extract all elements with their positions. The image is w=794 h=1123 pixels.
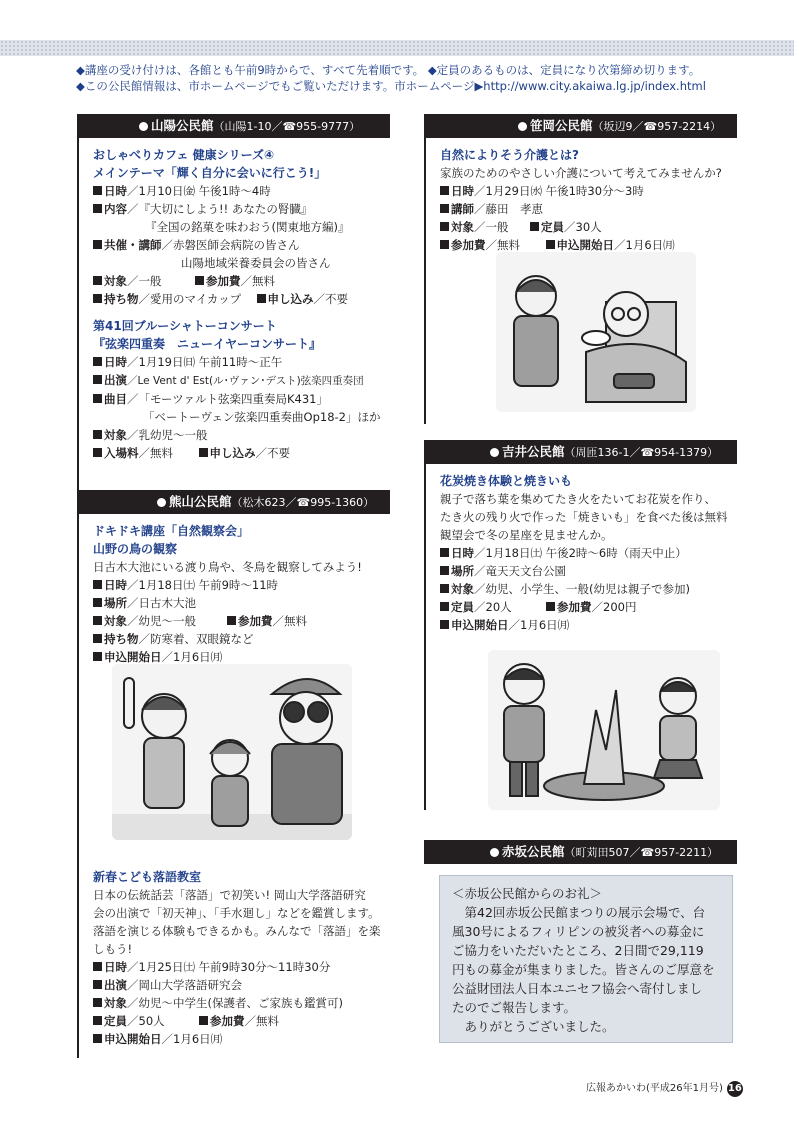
place-row — [93, 594, 393, 612]
hall-name: 吉井公民館 — [502, 444, 565, 459]
fee-label: 参加費 — [210, 1014, 245, 1028]
square-bullet — [546, 602, 555, 611]
target-label: 対象 — [451, 220, 474, 234]
cap-fee-row — [93, 1012, 393, 1030]
date-value: ／1月18日㈯ 午前9時～11時 — [127, 578, 279, 592]
target-value: ／幼児、小学生、一般(幼児は親子で参加) — [474, 582, 690, 596]
hall-name: 山陽公民館 — [151, 118, 214, 133]
place-value: ／竜天天文台公園 — [474, 564, 566, 578]
event-title: 自然によりそう介護とは? — [440, 148, 579, 162]
start-value: ／1月6日㈪ — [614, 238, 675, 252]
cast-value: ／岡山大学落語研究会 — [127, 978, 242, 992]
note-line-6: たのでご報告します。 — [452, 1000, 577, 1015]
start-row — [440, 616, 740, 634]
event-description: 家族のためのやさしい介護について考えてみませんか? — [440, 166, 722, 180]
header-bullet — [139, 122, 148, 131]
fee-value: ／無料 — [485, 238, 520, 252]
note-line-1: 第42回赤坂公民館まつりの展示会場で、台 — [452, 905, 706, 920]
top-dotted-band — [0, 40, 794, 56]
date-label: 日時 — [104, 578, 127, 592]
square-bullet — [93, 394, 102, 403]
start-label: 申込開始日 — [104, 650, 162, 664]
cast-row — [93, 976, 393, 994]
yoshii-header — [424, 440, 737, 464]
hall-info: （周匝136-1／☎954-1379） — [564, 446, 719, 459]
start-value: ／1月6日㈪ — [161, 1032, 223, 1046]
cap-value: ／30人 — [564, 220, 602, 234]
place-row — [440, 562, 740, 580]
sasaoka-header — [424, 114, 737, 138]
hall-info: （松木623／☎995-1360） — [231, 496, 375, 509]
caregiving-illustration — [496, 252, 696, 412]
target-label: 対象 — [104, 428, 127, 442]
host-value: ／赤磐医師会病院の皆さん — [161, 238, 300, 252]
target-value: ／幼児～一般 — [127, 614, 196, 628]
birdwatching-children-illustration — [112, 664, 352, 840]
notice-line-1: ◆講座の受け付けは、各館とも午前9時からで、すべて先着順です。 ◆定員のあるものは、定員になり次第締め切ります。 — [76, 63, 701, 77]
date-row — [440, 544, 740, 562]
sanyo-header — [77, 114, 390, 138]
right-column-rule-1 — [424, 114, 426, 424]
target-label: 対象 — [104, 996, 127, 1010]
place-label: 場所 — [451, 564, 474, 578]
cap-label: 定員 — [541, 220, 564, 234]
square-bullet — [93, 204, 102, 213]
bring-value: ／防寒着、双眼鏡など — [138, 632, 254, 646]
event-description-3: 落語を演じる体験もできるかも。みんなで「落語」を楽 — [93, 924, 381, 938]
square-bullet — [93, 375, 102, 384]
cast-label: 出演 — [104, 373, 127, 387]
date-row — [93, 182, 393, 200]
yoshii-event-1 — [440, 472, 740, 634]
event-description-3: 観望会で冬の星座を見ませんか。 — [440, 528, 613, 542]
content-value: ／『大切にしよう!! あなたの腎臓』 — [127, 202, 313, 216]
event-description-4: しもう! — [93, 942, 133, 956]
fee-label: 参加費 — [238, 614, 273, 628]
host-value-2: 山陽地域栄養委員会の皆さん — [181, 256, 331, 270]
apply-value: ／不要 — [313, 292, 348, 306]
note-line-5: 公益財団法人日本ユニセフ協会へ寄付しまし — [452, 981, 703, 996]
hall-name: 赤坂公民館 — [502, 844, 565, 859]
date-row — [93, 576, 393, 594]
page-number: 16 — [727, 1081, 743, 1097]
event-title: 新春こども落語教室 — [93, 870, 202, 884]
square-bullet — [93, 430, 102, 439]
event-title: おしゃべりカフェ 健康シリーズ④ — [93, 148, 275, 162]
cap-label: 定員 — [104, 1014, 127, 1028]
square-bullet — [195, 276, 204, 285]
sanyo-event-1 — [93, 146, 393, 308]
cast-label: 出演 — [104, 978, 127, 992]
fee-value: ／200円 — [591, 600, 637, 614]
fee-value: ／無料 — [240, 274, 275, 288]
apply-label: 申し込み — [209, 446, 256, 460]
start-value: ／1月6日㈪ — [508, 618, 570, 632]
event-subtitle: 山野の鳥の観察 — [93, 542, 178, 556]
target-row — [440, 580, 740, 598]
square-bullet — [546, 240, 555, 249]
lecturer-value: ／藤田 孝恵 — [474, 202, 543, 216]
date-row — [440, 182, 740, 200]
songs-label: 曲目 — [104, 392, 127, 406]
square-bullet — [93, 634, 102, 643]
bring-label: 持ち物 — [104, 632, 139, 646]
date-value: ／1月10日㈮ 午後1時～4時 — [127, 184, 271, 198]
date-row — [93, 958, 393, 976]
place-label: 場所 — [104, 596, 127, 610]
target-cap-row — [440, 218, 740, 236]
hall-name: 熊山公民館 — [169, 494, 232, 509]
event-description-2: 会の出演で「初天神」、「手水廻し」などを鑑賞します。 — [93, 906, 380, 920]
note-heading: ＜赤坂公民館からのお礼＞ — [452, 886, 603, 901]
place-value: ／日古木大池 — [127, 596, 196, 610]
square-bullet — [93, 652, 102, 661]
target-row — [93, 994, 393, 1012]
fee-label: 参加費 — [451, 238, 486, 252]
square-bullet — [93, 186, 102, 195]
event-description-1: 親子で落ち葉を集めてたき火をたいてお花炭を作り、 — [440, 492, 716, 506]
event-description: 日古木大池にいる渡り鳥や、冬鳥を観察してみよう! — [93, 560, 362, 574]
hall-name: 笹岡公民館 — [530, 118, 593, 133]
target-label: 対象 — [104, 614, 127, 628]
notice-line-2: ◆この公民館情報は、市ホームページでもご覧いただけます。市ホームページ▶http://www.city.akaiwa.lg.jp/index.html — [76, 79, 706, 93]
hall-info: （町苅田507／☎957-2211） — [564, 846, 719, 859]
start-label: 申込開始日 — [556, 238, 614, 252]
cast-value: ／Le Vent d' Est(ル･ヴァン･デスト)弦楽四重奏団 — [127, 375, 364, 387]
square-bullet — [93, 240, 102, 249]
square-bullet — [440, 548, 449, 557]
target-value: ／乳幼児～一般 — [127, 428, 208, 442]
content-label: 内容 — [104, 202, 127, 216]
event-subtitle: 『弦楽四重奏 ニューイヤーコンサート』 — [93, 337, 322, 351]
fee-label: 参加費 — [206, 274, 241, 288]
header-bullet — [518, 122, 527, 131]
square-bullet — [530, 222, 539, 231]
note-line-4: 円もの募金が集まりました。皆さんのご厚意を — [452, 962, 715, 977]
date-value: ／1月25日㈯ 午前9時30分～11時30分 — [127, 960, 331, 974]
fee-label: 入場料 — [104, 446, 139, 460]
cap-fee-row — [440, 598, 740, 616]
header-bullet — [490, 448, 499, 457]
target-fee-row — [93, 272, 393, 290]
apply-value: ／不要 — [255, 446, 290, 460]
host-row — [93, 236, 393, 254]
square-bullet — [93, 998, 102, 1007]
bring-apply-row — [93, 290, 393, 308]
bring-label: 持ち物 — [104, 292, 139, 306]
date-label: 日時 — [451, 546, 474, 560]
fee-value: ／無料 — [244, 1014, 279, 1028]
square-bullet — [93, 616, 102, 625]
square-bullet — [93, 357, 102, 366]
cast-row — [93, 371, 393, 390]
square-bullet — [440, 204, 449, 213]
bring-row — [93, 630, 393, 648]
square-bullet — [440, 566, 449, 575]
footer-text: 広報あかいわ(平成26年1月号) — [586, 1083, 723, 1094]
notices — [76, 62, 776, 94]
date-label: 日時 — [104, 355, 127, 369]
bonfire-children-illustration — [488, 650, 720, 810]
fee-label: 参加費 — [557, 600, 592, 614]
content-row — [93, 200, 393, 218]
square-bullet — [440, 240, 449, 249]
event-description-2: たき火の残り火で作った「焼きいも」を食べた後は無料 — [440, 510, 728, 524]
square-bullet — [440, 620, 449, 629]
event-description-1: 日本の伝統話芸「落語」で初笑い! 岡山大学落語研究 — [93, 888, 366, 902]
note-line-7: ありがとうございました。 — [452, 1019, 615, 1034]
sanyo-event-2 — [93, 317, 393, 462]
square-bullet — [199, 1016, 208, 1025]
bonfire-illustration-svg — [488, 650, 720, 810]
fee-apply-row — [93, 444, 393, 462]
kumayama-event-1 — [93, 522, 393, 666]
square-bullet — [93, 962, 102, 971]
date-value: ／1月18日㈯ 午後2時～6時（雨天中止） — [474, 546, 687, 560]
square-bullet — [440, 602, 449, 611]
content-value-2: 『全国の銘菓を味わおう(関東地方編)』 — [145, 220, 350, 234]
akasaka-header — [424, 840, 737, 864]
sasaoka-event-1 — [440, 146, 740, 254]
target-value: ／幼児～中学生(保護者、ご家族も鑑賞可) — [127, 996, 343, 1010]
bring-value: ／愛用のマイカップ — [138, 292, 242, 306]
start-row — [93, 1030, 393, 1048]
caregiving-illustration-svg — [496, 252, 696, 412]
date-row — [93, 353, 393, 371]
left-column-rule — [77, 114, 79, 1058]
square-bullet — [227, 616, 236, 625]
hall-info: （山陽1-10／☎955-9777） — [213, 120, 361, 133]
square-bullet — [93, 580, 102, 589]
square-bullet — [93, 276, 102, 285]
target-fee-row — [93, 612, 393, 630]
akasaka-thanks-note — [439, 875, 733, 1043]
hall-info: （坂辺9／☎957-2214） — [592, 120, 722, 133]
event-title: 花炭焼き体験と焼きいも — [440, 474, 573, 488]
cap-value: ／20人 — [474, 600, 512, 614]
target-value: ／一般 — [127, 274, 162, 288]
note-line-2: 風30号によるフィリピンの被災者への募金に — [452, 924, 705, 939]
square-bullet — [440, 222, 449, 231]
start-label: 申込開始日 — [104, 1032, 162, 1046]
kumayama-event-2 — [93, 868, 393, 1048]
date-value: ／1月29日㈬ 午後1時30分～3時 — [474, 184, 644, 198]
lecturer-row — [440, 200, 740, 218]
date-label: 日時 — [104, 184, 127, 198]
square-bullet — [93, 1016, 102, 1025]
square-bullet — [440, 186, 449, 195]
date-value: ／1月19日㈰ 午前11時～正午 — [127, 355, 283, 369]
start-label: 申込開始日 — [451, 618, 509, 632]
target-row — [93, 426, 393, 444]
date-label: 日時 — [451, 184, 474, 198]
songs-value: ／「モーツァルト弦楽四重奏局K431」 — [127, 392, 328, 406]
square-bullet — [93, 1034, 102, 1043]
square-bullet — [440, 584, 449, 593]
birdwatching-illustration-svg — [112, 664, 352, 840]
header-bullet — [490, 848, 499, 857]
start-value: ／1月6日㈪ — [161, 650, 223, 664]
event-subtitle: メインテーマ「輝く自分に会いに行こう!」 — [93, 166, 327, 180]
cap-value: ／50人 — [127, 1014, 165, 1028]
fee-value: ／無料 — [138, 446, 173, 460]
kumayama-header — [77, 490, 390, 514]
apply-label: 申し込み — [267, 292, 314, 306]
event-title: ドキドキ講座「自然観察会」 — [93, 524, 250, 538]
date-label: 日時 — [104, 960, 127, 974]
square-bullet — [199, 448, 208, 457]
note-line-3: ご協力をいただいたところ、2日間で29,119 — [452, 943, 704, 958]
cap-label: 定員 — [451, 600, 474, 614]
square-bullet — [93, 980, 102, 989]
fee-value: ／無料 — [272, 614, 307, 628]
square-bullet — [93, 598, 102, 607]
target-label: 対象 — [104, 274, 127, 288]
square-bullet — [93, 294, 102, 303]
right-column-rule-2 — [424, 440, 426, 810]
header-bullet — [157, 498, 166, 507]
lecturer-label: 講師 — [451, 202, 474, 216]
target-label: 対象 — [451, 582, 474, 596]
square-bullet — [93, 448, 102, 457]
songs-value-2: 「ベートーヴェン弦楽四重奏曲Op18-2」ほか — [143, 410, 381, 424]
page-footer — [586, 1080, 743, 1097]
songs-row — [93, 390, 393, 408]
host-label: 共催・講師 — [104, 238, 162, 252]
event-title: 第41回ブルーシャトーコンサート — [93, 319, 277, 333]
target-value: ／一般 — [474, 220, 509, 234]
square-bullet — [257, 294, 266, 303]
